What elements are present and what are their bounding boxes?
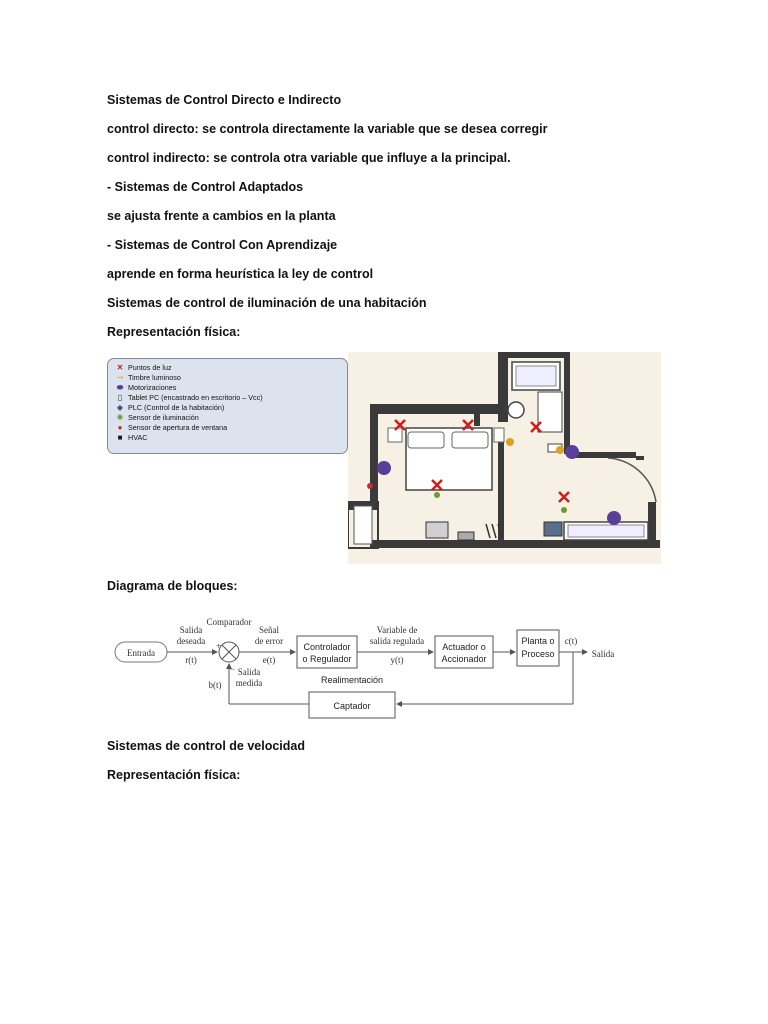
light-sensor-icon: ✺ [116, 413, 124, 422]
captador-label: Captador [333, 701, 371, 711]
plc-icon: ◆ [116, 403, 124, 412]
floor-plan-image [348, 352, 661, 564]
b-t-label: b(t) [208, 680, 222, 690]
r-t-label: r(t) [185, 655, 197, 665]
legend-item: ■ HVAC [114, 433, 147, 442]
legend-item: ● Sensor de apertura de ventana [114, 423, 227, 432]
salida-label: Salida [591, 649, 615, 659]
salida-medida-label: Salida [237, 667, 261, 677]
actuador-label: Actuador o [442, 642, 486, 652]
variable-regulada-label: Variable de [376, 625, 418, 635]
minus-sign: − [230, 664, 236, 674]
label-representacion-fisica: Representación física: [107, 325, 241, 339]
legend-item: ▯ Tablet PC (encastrado en escritorio – Vcc) [114, 393, 263, 402]
senal-error-label: de error [254, 636, 284, 646]
heading-control-adaptados: - Sistemas de Control Adaptados [107, 180, 304, 194]
label-diagrama-bloques: Diagrama de bloques: [107, 579, 238, 593]
text-aprendizaje: aprende en forma heurística la ley de control [107, 267, 374, 281]
comparador-label: Comparador [206, 617, 252, 627]
actuador-label: Accionador [441, 654, 487, 664]
realimentacion-label: Realimentación [320, 675, 384, 685]
controlador-label: o Regulador [302, 654, 352, 664]
text-adaptados: se ajusta frente a cambios en la planta [107, 209, 336, 223]
cross-icon: ✕ [116, 363, 124, 372]
legend-item: ◆ PLC (Control de la habitación) [114, 403, 224, 412]
controlador-label: Controlador [303, 642, 351, 652]
block-diagram [107, 602, 627, 720]
y-t-label: y(t) [390, 655, 404, 665]
heading-control-directo-indirecto: Sistemas de Control Directo e Indirecto [107, 93, 342, 107]
label-representacion-fisica-2: Representación física: [107, 768, 241, 782]
motor-icon: ⬬ [116, 382, 124, 392]
legend-item: ⊸ Timbre luminoso [114, 373, 181, 382]
window-sensor-icon: ● [117, 423, 123, 432]
text-control-indirecto: control indirecto: se controla otra variable que influye a la principal. [107, 151, 511, 165]
bell-light-icon: ⊸ [116, 373, 124, 382]
salida-deseada-label: deseada [176, 636, 206, 646]
variable-regulada-label: salida regulada [369, 636, 425, 646]
heading-iluminacion: Sistemas de control de iluminación de una habitación [107, 296, 427, 310]
hvac-icon: ■ [117, 433, 123, 442]
planta-label: Planta o [521, 636, 555, 646]
salida-medida-label: medida [235, 678, 263, 688]
senal-error-label: Señal [259, 625, 279, 635]
plus-sign: + [216, 641, 222, 651]
salida-deseada-label: Salida [179, 625, 203, 635]
entrada-label: Entrada [127, 648, 155, 658]
heading-control-aprendizaje: - Sistemas de Control Con Aprendizaje [107, 238, 338, 252]
legend-item: ⬬ Motorizaciones [114, 383, 176, 392]
heading-control-velocidad: Sistemas de control de velocidad [107, 739, 305, 753]
legend-item: ✺ Sensor de iluminación [114, 413, 199, 422]
text-control-directo: control directo: se controla directamente la variable que se desea corregir [107, 122, 548, 136]
c-t-label: c(t) [564, 636, 578, 646]
planta-label: Proceso [521, 649, 555, 659]
legend-item: ✕ Puntos de luz [114, 363, 172, 372]
e-t-label: e(t) [262, 655, 276, 665]
tablet-icon: ▯ [117, 393, 123, 402]
figure-legend [107, 358, 348, 454]
